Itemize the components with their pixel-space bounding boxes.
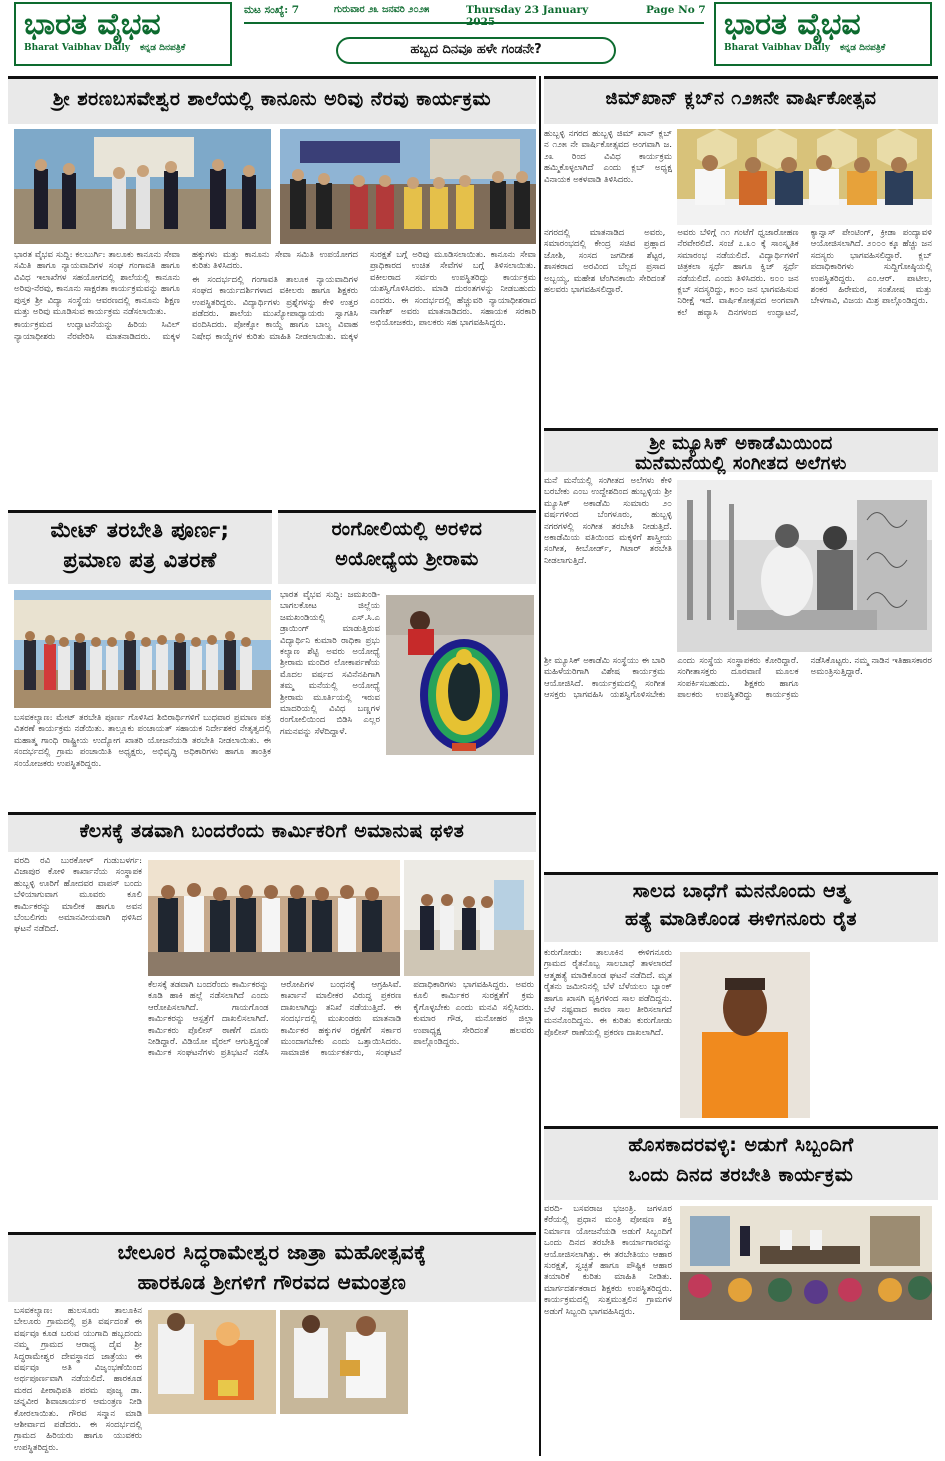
masthead-subtitle-en-right: Bharat Vaibhav Daily bbox=[724, 43, 830, 53]
article-headline-line2: ಮನೆಮನೆಯಲ್ಲಿ ಸಂಗೀತದ ಅಲೆಗಳು bbox=[635, 453, 847, 474]
article-headline-line2: ಹತ್ಯೆ ಮಾಡಿಕೊಂಡ ಈಳಿಗನೂರು ರೈತ bbox=[625, 908, 857, 930]
article-paragraph: ಹುಬ್ಬಳ್ಳಿ ನಗರದ ಹುಬ್ಬಳ್ಳಿ ಜಿಮ್ ಖಾನ್ ಕ್ಲಬ್ ನ ೧೨೫ ನೇ ವಾರ್ಷಿಕೋತ್ಸವದ ಅಂಗವಾಗಿ ಜ. ೨೩ ರಿಂದ ವಿವಿಧ ಕಾರ್ಯಕ್ರಮ ಹಮ್ಮಿಕೊಳ್ಳಲಾಗಿದೆ ಎಂದು ಕ್ಲಬ್ ಅಧ್ಯಕ್ಷ ವಿನಾಯಕ ಅಕಳವಾಡಿ ತಿಳಿಸಿದರು. bbox=[544, 129, 672, 185]
photo-factory-workers bbox=[148, 860, 400, 976]
article-paragraph: ಭಾರತ ವೈಭವ ಸುದ್ದಿ: ಕಲಬುರ್ಗಿ: ತಾಲೂಕು ಕಾನೂನು ಸೇವಾ ಸಮಿತಿ ಹಾಗೂ ನ್ಯಾಯವಾದಿಗಳ ಸಂಘ ಗಂಗಾವತಿ ಹಾಗೂ ವಿವಿಧ ಇಲಾಖೆಗಳ ಸಹಯೋಗದಲ್ಲಿ ಶಾಲೆಯಲ್ಲಿ ಕಾನೂನು ಅರಿವು-ನೆರವು, ಕಾನೂನು ಸಾಕ್ಷರತಾ ಕಾರ್ಯಕ್ರಮವನ್ನು ಹಾಗೂ ಪುಸ್ತಕ ಶ್ರೀ ವಿದ್ಯಾ ಸಂಸ್ಥೆಯ ಆವರಣದಲ್ಲಿ ಕಾನೂನು ಶಿಕ್ಷಣ ಮತ್ತು ಅರಿವು ಮೂಡಿಸುವ ಕಾರ್ಯಕ್ರಮ ನಡೆಸಲಾಯಿತು. bbox=[14, 250, 180, 318]
article-body-left bbox=[544, 948, 672, 1124]
article-paragraph: ಭಾರತ ವೈಭವ ಸುದ್ದಿ: ಜಮಖಂಡಿ- ಬಾಗಲಕೋಟ ಜಿಲ್ಲೆಯ ಜಮಖಂಡಿಯಲ್ಲಿ ಎಸ್.ಸಿ.ಎ ಡ್ರಾಯಿಂಗ್ ಮಾಡುತ್ತಿರುವ ವಿದ್ಯಾರ್ಥಿನಿ ಕುಮಾರಿ ರಾಧಿಕಾ ಪ್ರಭು ಕಲ್ಯಾಣ ಶೆಟ್ಟಿ ಅವರು ಅಯೋಧ್ಯೆ ಶ್ರೀರಾಮ ಮಂದಿರ ಲೋಕಾರ್ಪಣೆಯ ಮೊದಲ ವರ್ಷದ ಸವಿನೆನಪಿಗಾಗಿ ತಮ್ಮ ಮನೆಯಲ್ಲಿ ಅಯೋಧ್ಯೆ ಶ್ರೀರಾಮ ಮೂರ್ತಿಯಲ್ಲಿ ಇರುವ ಮಾದರಿಯಲ್ಲಿ ವಿವಿಧ ಬಣ್ಣಗಳ ರಂಗೋಲಿಯಿಂದ ಬಿಡಿಸಿ ಎಲ್ಲರ ಗಮನವನ್ನು ಸೆಳೆದಿದ್ದಾಳೆ. bbox=[280, 590, 380, 737]
article-body-right bbox=[414, 1306, 536, 1458]
article-paragraph: ಮನೆ ಮನೆಯಲ್ಲಿ ಸಂಗೀತದ ಅಲೆಗಳು ಕೇಳಿ ಬರಬೇಕು ಎಂಬ ಉದ್ದೇಶದಿಂದ ಹುಬ್ಬಳ್ಳಿಯ ಶ್ರೀ ಮ್ಯೂಸಿಕ್ ಅಕಾಡೆಮಿ ಸುಮಾರು ೨೦ ವರ್ಷಗಳಿಂದ ಬೆಂಗಳೂರು, ಹುಬ್ಬಳ್ಳಿ ನಗರಗಳಲ್ಲಿ ಸಂಗೀತ ತರಬೇತಿ ನೀಡುತ್ತಿದೆ. ಅಕಾಡೆಮಿಯ ವತಿಯಿಂದ ಮಕ್ಕಳಿಗೆ ಶಾಸ್ತ್ರೀಯ ಸಂಗೀತ, ಕೀಬೋರ್ಡ್, ಗಿಟಾರ್ ತರಬೇತಿ ನೀಡಲಾಗುತ್ತಿದೆ. bbox=[544, 476, 672, 566]
article-body bbox=[280, 590, 380, 778]
masthead-divider bbox=[244, 22, 704, 24]
article-body-caption bbox=[148, 1418, 408, 1458]
page-number: Page No 7 bbox=[646, 4, 706, 16]
article-body-top bbox=[544, 129, 672, 225]
article-paragraph: ಕುರುಗೋಡು: ತಾಲೂಕಿನ ಈಳಿಗನೂರು ಗ್ರಾಮದ ರೈತನೊಬ್ಬ ಸಾಲಬಾಧೆ ತಾಳಲಾರದೆ ಆತ್ಮಹತ್ಯೆ ಮಾಡಿಕೊಂಡ ಘಟನೆ ನಡೆದಿದೆ. ಮೃತ ರೈತನು ಜಮೀನಿನಲ್ಲಿ ಬೆಳೆ ಬೆಳೆಯಲು ಬ್ಯಾಂಕ್ ಹಾಗೂ ಖಾಸಗಿ ವ್ಯಕ್ತಿಗಳಿಂದ ಸಾಲ ಪಡೆದಿದ್ದನು. ಬೆಳೆ ನಷ್ಟವಾದ ಕಾರಣ ಸಾಲ ತೀರಿಸಲಾಗದೆ ಮನನೊಂದಿದ್ದನು. ಈ ಕುರಿತು ಕುರುಗೋಡು ಪೊಲೀಸ್ ಠಾಣೆಯಲ್ಲಿ ಪ್ರಕರಣ ದಾಖಲಾಗಿದೆ. bbox=[544, 948, 672, 1038]
photo-group-dignitaries bbox=[280, 129, 536, 244]
masthead-left bbox=[14, 2, 232, 66]
photo-hallway bbox=[404, 860, 534, 976]
photo-farmer bbox=[680, 952, 810, 1118]
photo-training-group bbox=[14, 590, 271, 708]
masthead-subtitle-kn-right: ಕನ್ನಡ ದಿನಪತ್ರಿಕೆ bbox=[840, 43, 886, 53]
photo-press-meet bbox=[677, 129, 932, 225]
masthead-right bbox=[714, 2, 932, 66]
article-paragraph: ಬಸವಕಲ್ಯಾಣ: ಮೇಟ್ ತರಬೇತಿ ಪೂರ್ಣ ಗೊಳಿಸಿದ ಶಿಬಿರಾರ್ಥಿಗಳಿಗೆ ಬುಧವಾರ ಪ್ರಮಾಣ ಪತ್ರ ವಿತರಣೆ ಕಾರ್ಯಕ್ರಮ ನಡೆಯಿತು. ತಾಲ್ಲೂಕು ಪಂಚಾಯತ್ ಸಹಾಯಕ ನಿರ್ದೇಶಕರ ನೇತೃತ್ವದಲ್ಲಿ ಮಹಾತ್ಮ ಗಾಂಧಿ ರಾಷ್ಟ್ರೀಯ ಉದ್ಯೋಗ ಖಾತರಿ ಯೋಜನೆಯಡಿ ತರಬೇತಿ ನೀಡಲಾಯಿತು. ಈ ಸಂದರ್ಭದಲ್ಲಿ ಗ್ರಾಮ ಪಂಚಾಯಿತಿ ಅಧ್ಯಕ್ಷರು, ಅಭಿವೃದ್ಧಿ ಅಧಿಕಾರಿಗಳು ಹಾಗೂ ತಾಂತ್ರಿಕ ಸಂಯೋಜಕರು ಉಪಸ್ಥಿತರಿದ್ದರು. bbox=[14, 713, 271, 769]
article-body-left bbox=[544, 1204, 672, 1458]
article-body bbox=[680, 1324, 932, 1458]
article-headline: ಕೆಲಸಕ್ಕೆ ತಡವಾಗಿ ಬಂದರೆಂದು ಕಾರ್ಮಿಕರಿಗೆ ಅಮಾನುಷ ಥಳಿತ bbox=[79, 820, 465, 842]
article-paragraph: ವರದಿ- ಬಸವರಾಜ ಭಜಂತ್ರಿ. ಜಗಳೂರ ಕೆರೆಯಲ್ಲಿ ಪ್ರಧಾನ ಮಂತ್ರಿ ಪೋಷಣ ಶಕ್ತಿ ನಿರ್ಮಾಣ ಯೋಜನೆಯಡಿ ಅಡುಗೆ ಸಿಬ್ಬಂದಿಗೆ ಒಂದು ದಿನದ ತರಬೇತಿ ಕಾರ್ಯಾಗಾರವನ್ನು ಆಯೋಜಿಸಲಾಗಿತ್ತು. ಈ ತರಬೇತಿಯು ಆಹಾರ ಸುರಕ್ಷತೆ, ಸ್ವಚ್ಛತೆ ಹಾಗೂ ಪೌಷ್ಟಿಕ ಆಹಾರ ತಯಾರಿಕೆ ಕುರಿತು ಮಾಹಿತಿ ನೀಡಿತು. ಮಾರ್ಗದರ್ಶಕರಾದ ಶಿಕ್ಷಕರು ಉಪಸ್ಥಿತರಿದ್ದರು. ಕಾರ್ಯಕ್ರಮದಲ್ಲಿ ಸುತ್ತಮುತ್ತಲಿನ ಗ್ರಾಮಗಳ ಅಡುಗೆ ಸಿಬ್ಬಂದಿ ಭಾಗವಹಿಸಿದ್ದರು. bbox=[544, 1204, 672, 1317]
article-headline-line2: ಹಾರಕೂಡ ಶ್ರೀಗಳಿಗೆ ಗೌರವದ ಆಮಂತ್ರಣ bbox=[137, 1270, 407, 1294]
masthead-title-right: ಭಾರತ ವೈಭವ bbox=[724, 7, 861, 42]
article-paragraph: ಕಾರ್ಯಕ್ರಮದ ಉದ್ಘಾಟನೆಯನ್ನು ಹಿರಿಯ ಸಿವಿಲ್ ನ್ಯಾಯಾಧೀಶರು ನೆರವೇರಿಸಿ ಮಾತನಾಡಿದರು. ಮಕ್ಕಳ ಹಕ್ಕುಗಳು ಮತ್ತು ಕಾನೂನು ಸೇವಾ ಸಮಿತಿ ಉಪಯೋಗದ ಕುರಿತು ತಿಳಿಸಿದರು. bbox=[14, 250, 358, 342]
date-kannada: ಗುರುವಾರ ೨೩ ಜನವರಿ ೨೦೨೫ bbox=[334, 4, 430, 15]
photo-training-hall bbox=[680, 1206, 932, 1320]
photo-music-couple bbox=[677, 480, 932, 652]
article-paragraph: ವರದಿ ರವಿ ಬುರಕೋಳ್ ಗುಡುಬಳರ್ಗ: ವಿಜಾಪುರ ಕೋಳಿ ಕಾರ್ಖಾನೆಯ ಸಂಸ್ಥಾಪಕ ಹುಬ್ಬಳ್ಳಿ ಊರಿಗೆ ಹೋದವರ ವಾಪಸ್ ಬಂದು ಬೆಳಿಯಾಗುವಾಗ ಮೂವರು ಕೂಲಿ ಕಾರ್ಮಿಕರನ್ನು ಮಾಲೀಕ ಹಾಗೂ ಅವನ ಬೆಂಬಲಿಗರು ಅಮಾನವೀಯವಾಗಿ ಥಳಿಸಿದ ಘಟನೆ ನಡೆದಿದೆ. bbox=[14, 856, 142, 935]
article-body bbox=[544, 228, 932, 428]
masthead-subtitle-kn: ಕನ್ನಡ ದಿನಪತ್ರಿಕೆ bbox=[140, 43, 186, 53]
photo-seer-invitation bbox=[148, 1310, 276, 1414]
article-paragraph: ಕೆಲಸಕ್ಕೆ ತಡವಾಗಿ ಬಂದರೆಂದು ಕಾರ್ಮಿಕರನ್ನು ಕೂಡಿ ಹಾಕಿ ಹಲ್ಲೆ ನಡೆಸಲಾಗಿದೆ ಎಂದು ಆರೋಪಿಸಲಾಗಿದೆ. ಗಾಯಗೊಂಡ ಕಾರ್ಮಿಕರನ್ನು ಆಸ್ಪತ್ರೆಗೆ ದಾಖಲಿಸಲಾಗಿದೆ. ಕಾರ್ಮಿಕರು ಪೊಲೀಸ್ ಠಾಣೆಗೆ ದೂರು ನೀಡಿದ್ದಾರೆ. ವಿಡಿಯೋ ವೈರಲ್ ಆಗುತ್ತಿದ್ದಂತೆ ಕಾರ್ಮಿಕ ಸಂಘಟನೆಗಳು ಪ್ರತಿಭಟನೆ ನಡೆಸಿ ಆರೋಪಿಗಳ ಬಂಧನಕ್ಕೆ ಆಗ್ರಹಿಸಿವೆ. ಕಾರ್ಖಾನೆ ಮಾಲೀಕರ ವಿರುದ್ಧ ಪ್ರಕರಣ ದಾಖಲಾಗಿದ್ದು ತನಿಖೆ ನಡೆಯುತ್ತಿದೆ. ಈ ಸಂದರ್ಭದಲ್ಲಿ ಮುಖಂಡರು ಮಾತನಾಡಿ ಕಾರ್ಮಿಕರ ಹಕ್ಕುಗಳ ರಕ್ಷಣೆಗೆ ಸರ್ಕಾರ ಮುಂದಾಗಬೇಕು ಎಂದು ಒತ್ತಾಯಿಸಿದರು. ಸಾಮಾಜಿಕ ಕಾರ್ಯಕರ್ತರು, ಸಂಘಟನೆ ಪದಾಧಿಕಾರಿಗಳು ಭಾಗವಹಿಸಿದ್ದರು. ಅವರು ಕೂಲಿ ಕಾರ್ಮಿಕರ ಸುರಕ್ಷತೆಗೆ ಕ್ರಮ ಕೈಗೊಳ್ಳಬೇಕು ಎಂದು ಮನವಿ ಸಲ್ಲಿಸಿದರು. ಕುಮಾರ ಗೌಡ, ಮನೋಹರ ಜಿಲ್ಲಾ ಉಪಾಧ್ಯಕ್ಷ ಸೇರಿದಂತೆ ಹಲವರು ಪಾಲ್ಗೊಂಡಿದ್ದರು. bbox=[148, 980, 534, 1059]
masthead-title: ಭಾರತ ವೈಭವ bbox=[24, 7, 161, 42]
article-paragraph: ಶ್ರೀ ಮ್ಯೂಸಿಕ್ ಅಕಾಡೆಮಿ ಸಂಸ್ಥೆಯು ಈ ಬಾರಿ ಮಹಿಳೆಯರಿಗಾಗಿ ವಿಶೇಷ ಕಾರ್ಯಕ್ರಮ ಆಯೋಜಿಸಿದೆ. ಕಾರ್ಯಕ್ರಮದಲ್ಲಿ ಸಂಗೀತ ಆಸಕ್ತರು ಭಾಗವಹಿಸಿ ಯಶಸ್ವಿಗೊಳಿಸಬೇಕು ಎಂದು ಸಂಸ್ಥೆಯ ಸಂಸ್ಥಾಪಕರು ಕೋರಿದ್ದಾರೆ. ಸಂಗೀತಾಸಕ್ತರು ದೂರವಾಣಿ ಮೂಲಕ ಸಂಪರ್ಕಿಸಬಹುದು. ಶಿಕ್ಷಕರು ಹಾಗೂ ಪಾಲಕರು ಉಪಸ್ಥಿತರಿದ್ದು ಕಾರ್ಯಕ್ರಮ ನಡೆಸಿಕೊಟ್ಟರು. ನಮ್ಮ ನಾಡಿನ ಇತಿಹಾಸಕಾರರ ಅಮಂತ್ರಿಸುತ್ತಿದ್ದಾರೆ. bbox=[544, 656, 932, 701]
article-body bbox=[148, 980, 534, 1228]
photo-felicitation bbox=[280, 1310, 408, 1414]
article-headline-line1: ಬೇಲೂರ ಸಿದ್ಧರಾಮೇಶ್ವರ ಜಾತ್ರಾ ಮಹೋತ್ಸವಕ್ಕೆ bbox=[117, 1240, 427, 1264]
article-headline-line1: ಸಾಲದ ಬಾಧೆಗೆ ಮನನೊಂದು ಆತ್ಮ bbox=[632, 880, 850, 902]
date-english: Thursday 23 January bbox=[466, 4, 589, 16]
article-paragraph: ನಗರದಲ್ಲಿ ಮಾತನಾಡಿದ ಅವರು, ಸಮಾರಂಭದಲ್ಲಿ ಕೇಂದ್ರ ಸಚಿವ ಪ್ರಹ್ಲಾದ ಜೋಶಿ, ಸಂಸದ ಜಗದೀಶ ಶೆಟ್ಟರ, ಶಾಸಕರಾದ ಅರವಿಂದ ಬೆಲ್ಲದ ಪ್ರಸಾದ ಅಬ್ಬಯ್ಯ, ಮಹೇಶ ಟೆಂಗಿನಕಾಯಿ ಸೇರಿದಂತೆ ಹಲವರು ಭಾಗವಹಿಸಲಿದ್ದಾರೆ. bbox=[544, 228, 666, 296]
article-headline-line1: ಹೊಸಕಾದರವಳ್ಳಿ: ಅಡುಗೆ ಸಿಬ್ಬಂದಿಗೆ bbox=[628, 1134, 854, 1156]
article-headline-line2: ಪ್ರಮಾಣ ಪತ್ರ ವಿತರಣೆ bbox=[63, 548, 217, 572]
article-body-caption bbox=[386, 758, 534, 778]
photo-rangoli-rama bbox=[386, 595, 534, 755]
photo-students-award bbox=[14, 129, 271, 244]
masthead-subtitle-en: Bharat Vaibhav Daily bbox=[24, 43, 130, 53]
article-body bbox=[544, 656, 932, 872]
article-paragraph: ಈ ಸಂದರ್ಭದಲ್ಲಿ ಗಂಗಾವತಿ ತಾಲೂಕ ನ್ಯಾಯವಾದಿಗಳ ಸಂಘದ ಕಾರ್ಯದರ್ಶಿಗಳಾದ ವಕೀಲರು ಹಾಗೂ ಶಿಕ್ಷಕರು ಉಪಸ್ಥಿತರಿದ್ದರು. ವಿದ್ಯಾರ್ಥಿಗಳು ಪ್ರಶ್ನೆಗಳನ್ನು ಕೇಳಿ ಉತ್ತರ ಪಡೆದರು. ಶಾಲೆಯ ಮುಖ್ಯೋಪಾಧ್ಯಾಯರು ಸ್ವಾಗತಿಸಿ ವಂದಿಸಿದರು. ಪೋಕ್ಸೋ ಕಾಯ್ದೆ ಹಾಗೂ ಬಾಲ್ಯ ವಿವಾಹ ನಿಷೇಧ ಕಾಯ್ದೆಗಳ ಕುರಿತು ಮಾಹಿತಿ ನೀಡಲಾಯಿತು. ಮಕ್ಕಳ ಸುರಕ್ಷತೆ ಬಗ್ಗೆ ಅರಿವು ಮೂಡಿಸಲಾಯಿತು. ಕಾನೂನು ಸೇವಾ ಪ್ರಾಧಿಕಾರದ ಉಚಿತ ಸೇವೆಗಳ ಬಗ್ಗೆ ತಿಳಿಸಲಾಯಿತು. ವಕೀಲರಾದ ಸರ್ವರು ಉಪಸ್ಥಿತರಿದ್ದು ಕಾರ್ಯಕ್ರಮ ಯಶಸ್ವಿಗೊಳಿಸಿದರು. ಮಾಡಿ ದುರಂತಗಳನ್ನು ನೀಡಬಹುದು ಎಂದರು. ಈ ಸಂದರ್ಭದಲ್ಲಿ ಹೆಚ್ಚುವರಿ ನ್ಯಾಯಾಧೀಶರಾದ ನಾಗೇಶ್ ಅವರು ಮಾತನಾಡಿದರು. ಸಹಾಯಕ ಸರಕಾರಿ ಅಭಿಯೋಜಕರು, ಪಾಲಕರು ಸಹ ಭಾಗವಹಿಸಿದ್ದರು. bbox=[192, 250, 536, 342]
article-body bbox=[816, 948, 934, 1124]
article-headline-line1: ಮೇಟ್ ತರಬೇತಿ ಪೂರ್ಣ; bbox=[50, 518, 230, 542]
article-headline: ಜಿಮ್‌ಖಾನ್ ಕ್ಲಬ್‌ನ ೧೨೫ನೇ ವಾರ್ಷಿಕೋತ್ಸವ bbox=[605, 88, 877, 109]
article-body-top bbox=[544, 476, 672, 652]
article-body-left bbox=[14, 856, 142, 1228]
article-headline-line2: ಅಯೋಧ್ಯೆಯ ಶ್ರೀರಾಮ bbox=[335, 548, 479, 570]
column-divider bbox=[539, 76, 541, 1456]
quote-box: ಹಬ್ಬದ ದಿನವೂ ಹಳೇ ಗಂಡನೇ? bbox=[336, 37, 616, 64]
article-headline-line1: ಶ್ರೀ ಮ್ಯೂಸಿಕ್ ಅಕಾಡೆಮಿಯಿಂದ bbox=[649, 433, 833, 454]
article-paragraph: ಬಸವಕಲ್ಯಾಣ: ಹುಲಸೂರು ತಾಲೂಕಿನ ಬೇಲೂರು ಗ್ರಾಮದಲ್ಲಿ ಪ್ರತಿ ವರ್ಷದಂತೆ ಈ ವರ್ಷವೂ ಕೂಡ ಬರುವ ಯುಗಾದಿ ಹಬ್ಬದಂದು ನಮ್ಮ ಗ್ರಾಮದ ಆರಾಧ್ಯ ದೈವ ಶ್ರೀ ಸಿದ್ಧರಾಮೇಶ್ವರ ದೇವಸ್ಥಾನದ ಜಾತ್ರೆಯು ಈ ವರ್ಷವೂ ಅತಿ ವಿಜೃಂಭಣೆಯಿಂದ ಅರ್ಥಪೂರ್ಣವಾಗಿ ನಡೆಯಲಿದೆ. ಹಾರಕೂಡ ಮಠದ ಪೀಠಾಧಿಪತಿ ಪರಮ ಪೂಜ್ಯ ಡಾ. ಚನ್ನವೀರ ಶಿವಾಚಾರ್ಯರ ಆಮಂತ್ರಣ ನೀಡಿ ಕೋರಲಾಯಿತು. ಗೌರವ ಸನ್ಮಾನ ಮಾಡಿ ಆಶೀರ್ವಾದ ಪಡೆದರು. ಈ ಸಂದರ್ಭದಲ್ಲಿ ಗ್ರಾಮದ ಹಿರಿಯರು ಹಾಗೂ ಯುವಕರು ಉಪಸ್ಥಿತರಿದ್ದರು. bbox=[14, 1306, 142, 1453]
article-headline: ಶ್ರೀ ಶರಣಬಸವೇಶ್ವರ ಶಾಲೆಯಲ್ಲಿ ಕಾನೂನು ಅರಿವು ನೆರವು ಕಾರ್ಯಕ್ರಮ bbox=[52, 88, 492, 110]
article-headline-line1: ರಂಗೋಲಿಯಲ್ಲಿ ಅರಳಿದ bbox=[331, 518, 483, 540]
article-body bbox=[14, 250, 536, 506]
article-body bbox=[14, 713, 271, 777]
article-paragraph: ಅವರು ಬೆಳಿಗ್ಗೆ ೧೧ ಗಂಟೆಗೆ ಧ್ವಜಾರೋಹಣ ನೆರವೇರಲಿದೆ. ಸಂಜೆ ೭.೩೦ ಕ್ಕೆ ಸಾಂಸ್ಕೃತಿಕ ಸಮಾರಂಭ ನಡೆಯಲಿದೆ. ವಿದ್ಯಾರ್ಥಿಗಳಿಗೆ ಚಿತ್ರಕಲಾ ಸ್ಪರ್ಧೆ ಹಾಗೂ ಕ್ವಿಜ್ ಸ್ಪರ್ಧೆ ನಡೆಯಲಿದೆ. ಎಂದು ತಿಳಿಸಿದರು. ೮೦೦ ಜನ ಕ್ಲಬ್ ಸದಸ್ಯರಿದ್ದು, ೫೦೦ ಜನ ಭಾಗವಹಿಸುವ ನಿರೀಕ್ಷೆ ಇದೆ. ವಾರ್ಷಿಕೋತ್ಸವದ ಅಂಗವಾಗಿ ಕಲೆ ಹವ್ಯಾಸಿ ದಿನಗಳಂದ ಉದ್ಘಾಟನೆ, ಕ್ಯಾನ್ವಾಸ್ ಪೇಂಟಿಂಗ್, ಕ್ರೀಡಾ ಪಂದ್ಯಾವಳಿ ಆಯೋಜಿಸಲಾಗಿದೆ. ೨೦೦೦ ಕ್ಕೂ ಹೆಚ್ಚು ಜನ ಸದಸ್ಯರು ಭಾಗವಹಿಸಲಿದ್ದಾರೆ. ಕ್ಲಬ್ ಪದಾಧಿಕಾರಿಗಳು ಸುದ್ದಿಗೋಷ್ಠಿಯಲ್ಲಿ ಉಪಸ್ಥಿತರಿದ್ದರು. ಎಂ.ಆರ್. ಪಾಟೀಲ, ಶಂಕರ ಹಿರೇಮಠ, ಸಂತೋಷ ಮತ್ತು ಬೇಳಗಾವಿ, ವಿಜಯ ಮಿಶ್ರ ಪಾಲ್ಗೊಂಡಿದ್ದರು. bbox=[677, 228, 932, 318]
article-body-left bbox=[14, 1306, 142, 1458]
issue-number: ಮಟ ಸಂಖ್ಯೆ: 7 bbox=[244, 4, 300, 16]
article-headline-line2: ಒಂದು ದಿನದ ತರಬೇತಿ ಕಾರ್ಯಕ್ರಮ bbox=[628, 1164, 854, 1186]
